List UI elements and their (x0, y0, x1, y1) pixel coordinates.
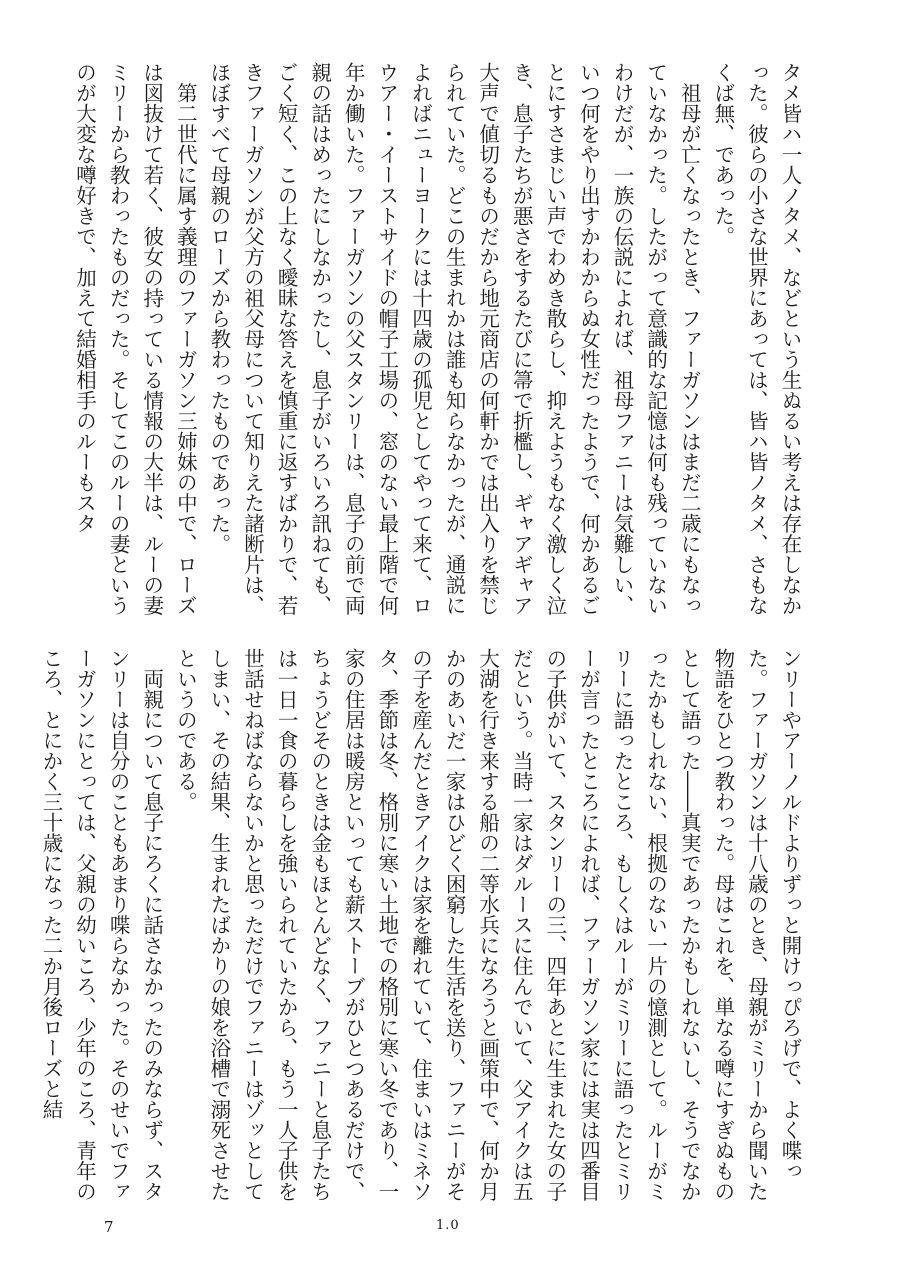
running-footer: 1.0 (436, 1218, 460, 1233)
text-block-upper (72, 62, 806, 622)
paragraph: タメ皆ハ一人ノタメ、などという生ぬるい考えは存在しなかった。彼らの小さな世界にあっては、皆ハ皆ノタメ、さもなくば無、であった。 (710, 62, 802, 616)
paragraph: 祖母が亡くなったとき、ファーガソンはまだ二歳にもなっていなかった。したがって意識的な記憶は何も残っていないわけだが、一族の伝説によれば、祖母ファニーは気難しい、いつ何をやり出すかわからぬ女性だったようで、何かあるごとにすさまじい声でわめき散らし、抑えようもなく激しく泣き、息子たちが悪さをするたびに箒で折檻し、ギャアギャア大声で値切るものだから地元商店の何軒かでは出入りを禁じられていた。どこの生まれかは誰も知らなかったが、通説によればニューヨークには十四歳の孤児としてやって来て、ロウアー・イーストサイドの帽子工場の、窓のない最上階で何年か働いた。ファーガソンの父スタンリーは、息子の前で両親の話はめったにしなかったし、息子がいろいろ訊ねても、ごく短く、この上なく曖昧な答えを慎重に返すばかりで、若きファーガソンが父方の祖父母について知りえた諸断片は、ほぼすべて母親のローズから教わったものであった。 (206, 62, 702, 616)
paragraph: 第二世代に属す義理のファーガソン三姉妹の中で、ローズは図抜けて若く、彼女の持っている情報の大半は、ルーの妻ミリーから教わったものだった。そしてこのルーの妻というのが大変な噂好きで、加えて結婚相手のルーもスタ (72, 62, 198, 616)
text-block-lower (38, 648, 806, 1208)
page-number: 7 (104, 1218, 115, 1236)
paragraph: 両親について息子にろくに話さなかったのみならず、スタンリーは自分のこともあまり喋らなかった。そのせいでファーガソンにとっては、父親の幼いころ、少年のころ、青年のころ、とにかく三十歳になった二か月後ローズと結 (38, 648, 164, 1202)
paragraph: ンリーやアーノルドよりずっと開けっぴろげで、よく喋った。ファーガソンは十八歳のとき、母親がミリーから聞いた物語をひとつ教わった。母はこれを、単なる噂にすぎぬものとして語った――真実であったかもしれないし、そうでなかったかもしれない、根拠のない一片の憶測として。ルーがミリーに語ったところ、もしくはルーがミリーに語ったとミリーが言ったところによれば、ファーガソン家には実は四番目の子供がいて、スタンリーの三、四年あとに生まれた女の子だという。当時一家はダルースに住んでいて、父アイクは五大湖を行き来する船の二等水兵になろうと画策中で、何か月かのあいだ一家はひどく困窮した生活を送り、ファニーがその子を産んだときアイクは家を離れていて、住まいはミネソタ、季節は冬、格別に寒い土地での格別に寒い冬であり、一家の住居は暖房といっても薪ストーブがひとつあるだけで、ちょうどそのときは金もほとんどなく、ファニーと息子たちは一日一食の暮らしを強いられていたから、もう一人子供を世話せねばならないかと思っただけでファニーはゾッとしてしまい、その結果、生まれたばかりの娘を浴槽で溺死させたというのである。 (173, 648, 802, 1202)
